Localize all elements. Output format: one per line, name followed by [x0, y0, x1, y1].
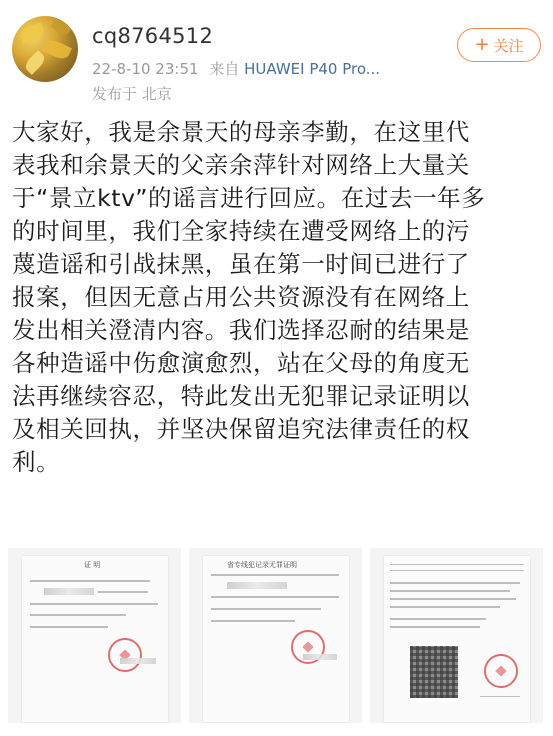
- red-seal-icon: [108, 638, 142, 672]
- post-body: [12, 116, 544, 479]
- device-link[interactable]: HUAWEI P40 Pro...: [244, 60, 381, 78]
- post-text-line: 大家好，我是余景天的母亲李勤，在这里代: [12, 118, 470, 146]
- avatar[interactable]: [12, 16, 78, 82]
- post-text-line: 利。: [12, 448, 61, 476]
- image-thumbnail-receipt[interactable]: [370, 548, 543, 723]
- post-images: [0, 542, 553, 728]
- post-text-line: 法再继续容忍，特此发出无犯罪记录证明以: [12, 382, 470, 410]
- post-timestamp: 22-8-10 23:51: [92, 60, 199, 78]
- plus-icon: +: [474, 34, 490, 55]
- post-location: 发布于 北京: [92, 85, 172, 103]
- document-heading: 证 明: [84, 561, 101, 569]
- follow-label: 关注: [493, 36, 524, 55]
- post-text-line: 各种造谣中伤愈演愈烈，站在父母的角度无: [12, 349, 470, 377]
- post-meta: [92, 58, 380, 79]
- username[interactable]: cq8764512: [92, 24, 214, 48]
- qr-code-icon: [410, 646, 458, 698]
- document-page: [384, 556, 530, 722]
- post-text-line: 表我和余景天的父亲余萍针对网络上大量关: [12, 151, 470, 179]
- post-text-line: 的时间里，我们全家持续在遭受网络上的污: [12, 217, 470, 245]
- image-thumbnail-certificate-2[interactable]: [189, 548, 362, 723]
- follow-button[interactable]: [457, 28, 541, 62]
- post-text-line: 发出相关澄清内容。我们选择忍耐的结果是: [12, 316, 470, 344]
- post-text-line: 及相关回执，并坚决保留追究法律责任的权: [12, 415, 470, 443]
- post-text-line: 报案，但因无意占用公共资源没有在网络上: [12, 283, 470, 311]
- post-text-line: 蔑造谣和引战抹黑，虽在第一时间已进行了: [12, 250, 470, 278]
- document-heading: 省专线犯记录无罪证明: [227, 561, 297, 569]
- source-prefix: 来自: [209, 60, 240, 78]
- post-header: [0, 0, 553, 110]
- image-thumbnail-certificate-1[interactable]: [8, 548, 181, 723]
- document-page: [22, 556, 168, 722]
- document-page: [203, 556, 349, 722]
- post-text-line: 于“景立ktv”的谣言进行回应。在过去一年多: [12, 184, 486, 212]
- red-seal-icon: [484, 654, 518, 688]
